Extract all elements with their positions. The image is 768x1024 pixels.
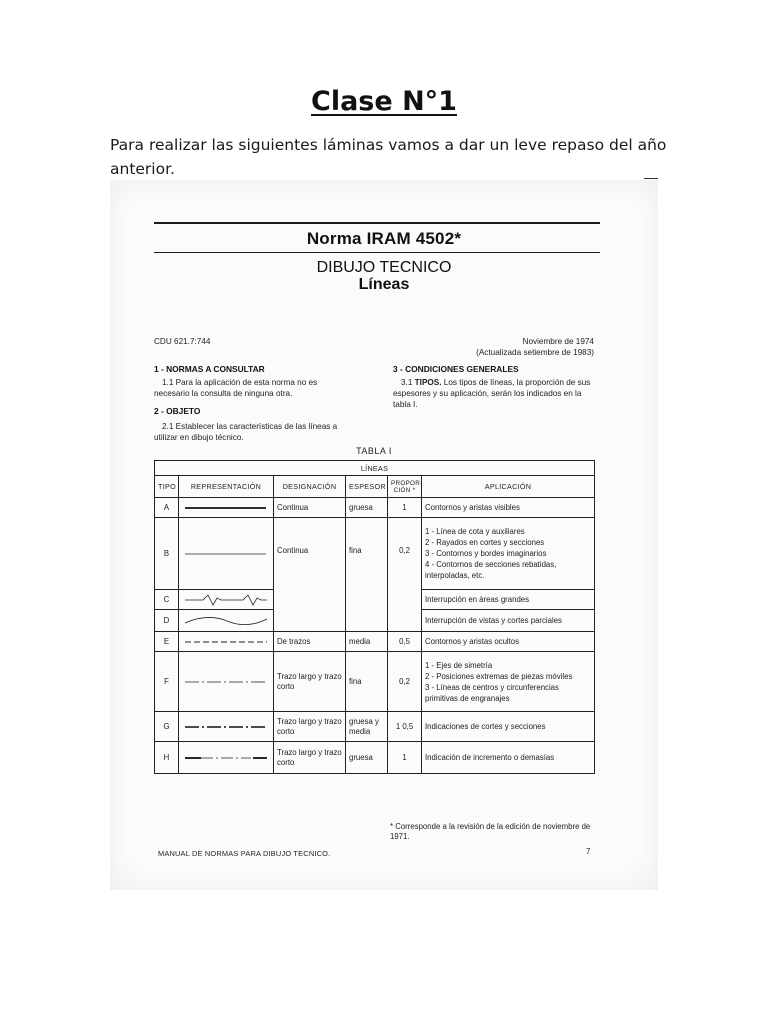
section3-number: 3.1 — [401, 378, 413, 387]
proporcion-cell: 1 — [388, 742, 422, 774]
header-tipo: TIPO — [155, 476, 179, 498]
aplicacion-item: 2 - Rayados en cortes y secciones — [425, 538, 545, 547]
espesor-cell: gruesa — [346, 498, 388, 518]
scanned-norm-page — [110, 180, 658, 890]
tipo-cell: B — [155, 518, 179, 590]
section3-bold: TIPOS. — [414, 378, 442, 387]
table-row — [155, 712, 595, 742]
aplicacion-item: 4 - Contornos de secciones rebatidas, interpoladas, etc. — [425, 560, 557, 580]
table-row — [155, 632, 595, 652]
aplicacion-cell: Contornos y aristas ocultos — [422, 632, 595, 652]
tipo-cell: C — [155, 590, 179, 610]
aplicacion-cell: Contornos y aristas visibles — [422, 498, 595, 518]
footer-manual: MANUAL DE NORMAS PARA DIBUJO TECNICO. — [158, 849, 331, 858]
norma-title: Norma IRAM 4502* — [306, 229, 462, 248]
mid-rule — [154, 252, 600, 253]
cdu-code: CDU 621.7:744 — [154, 337, 211, 346]
line-sample-c — [179, 590, 274, 610]
tipo-cell: A — [155, 498, 179, 518]
designacion-cell: Trazo largo y trazo corto — [274, 712, 346, 742]
header-espesor: ESPESOR — [346, 476, 388, 498]
subtitle-dibujo: DIBUJO TECNICO — [316, 259, 452, 276]
espesor-cell: fina — [346, 652, 388, 712]
section2-heading: 2 - OBJETO — [154, 406, 201, 416]
aplicacion-cell — [422, 518, 595, 590]
line-sample-f — [179, 652, 274, 712]
designacion-cell: Trazo largo y trazo corto — [274, 742, 346, 774]
aplicacion-cell: Indicación de incremento o demasías — [422, 742, 595, 774]
tipo-cell: H — [155, 742, 179, 774]
section3-body: Los tipos de líneas, la proporción de sus espesores y su aplicación, serán los indicados en la tabla I. — [393, 378, 591, 409]
section2-text: 2.1 Establecer las características de las líneas a utilizar en dibujo técnico. — [154, 422, 338, 442]
aplicacion-item: 3 - Líneas de centros y circunferencias primitivas de engranajes — [425, 682, 559, 703]
section3-text — [393, 377, 595, 410]
footer-page-number: 7 — [586, 847, 591, 856]
espesor-cell: fina — [346, 518, 388, 632]
line-sample-g — [179, 712, 274, 742]
espesor-cell: media — [346, 632, 388, 652]
aplicacion-item: 3 - Contornos y bordes imaginarios — [425, 549, 547, 558]
section1-heading: 1 - NORMAS A CONSULTAR — [154, 364, 265, 374]
proporcion-cell: 0,5 — [388, 632, 422, 652]
table-row — [155, 652, 595, 712]
aplicacion-cell: Interrupción de vistas y cortes parciales — [422, 610, 595, 632]
espesor-cell: gruesa — [346, 742, 388, 774]
lines-table — [154, 460, 595, 774]
table-row — [155, 518, 595, 590]
top-rule — [154, 222, 600, 224]
header-aplicacion: APLICACIÓN — [422, 476, 595, 498]
section1-text: 1.1 Para la aplicación de esta norma no es necesario la consulta de ninguna otra. — [154, 378, 318, 398]
line-sample-h — [179, 742, 274, 774]
tabla-label: TABLA I — [356, 446, 392, 456]
tipo-cell: F — [155, 652, 179, 712]
tipo-cell: D — [155, 610, 179, 632]
header-proporcion: PROPOR-CIÓN * — [388, 476, 422, 498]
table-title: LÍNEAS — [155, 461, 595, 476]
line-sample-b — [179, 518, 274, 590]
header-designacion: DESIGNACIÓN — [274, 476, 346, 498]
table-row — [155, 498, 595, 518]
line-sample-d — [179, 610, 274, 632]
designacion-cell: Trazo largo y trazo corto — [274, 652, 346, 712]
page-title: Clase N°1 — [311, 86, 457, 117]
aplicacion-item: 1 - Ejes de simetría — [425, 660, 493, 670]
espesor-cell: gruesa y media — [346, 712, 388, 742]
subtitle-lineas: Líneas — [358, 276, 410, 293]
tipo-cell: E — [155, 632, 179, 652]
line-sample-a — [179, 498, 274, 518]
table-row — [155, 742, 595, 774]
tipo-cell: G — [155, 712, 179, 742]
intro-paragraph: Para realizar las siguientes láminas vamos a dar un leve repaso del año anterior. — [110, 136, 667, 178]
aplicacion-item: 2 - Posiciones extremas de piezas móviles — [425, 671, 573, 681]
proporcion-cell: 0,2 — [388, 518, 422, 632]
date-line-1: Noviembre de 1974 — [522, 337, 594, 346]
section3-heading: 3 - CONDICIONES GENERALES — [393, 364, 519, 374]
proporcion-cell: 0,2 — [388, 652, 422, 712]
designacion-cell: De trazos — [274, 632, 346, 652]
designacion-cell: Continua — [274, 518, 346, 632]
aplicacion-cell — [422, 652, 595, 712]
divider — [644, 178, 658, 179]
header-representacion: REPRESENTACIÓN — [179, 476, 274, 498]
aplicacion-item: 1 - Línea de cota y auxiliares — [425, 527, 525, 536]
proporcion-cell: 1 0,5 — [388, 712, 422, 742]
footnote: * Corresponde a la revisión de la edición de noviembre de 1971. — [390, 822, 591, 841]
designacion-cell: Continua — [274, 498, 346, 518]
proporcion-cell: 1 — [388, 498, 422, 518]
aplicacion-cell: Indicaciones de cortes y secciones — [422, 712, 595, 742]
aplicacion-cell: Interrupción en áreas grandes — [422, 590, 595, 610]
date-line-2: (Actualizada setiembre de 1983) — [476, 348, 594, 357]
line-sample-e — [179, 632, 274, 652]
